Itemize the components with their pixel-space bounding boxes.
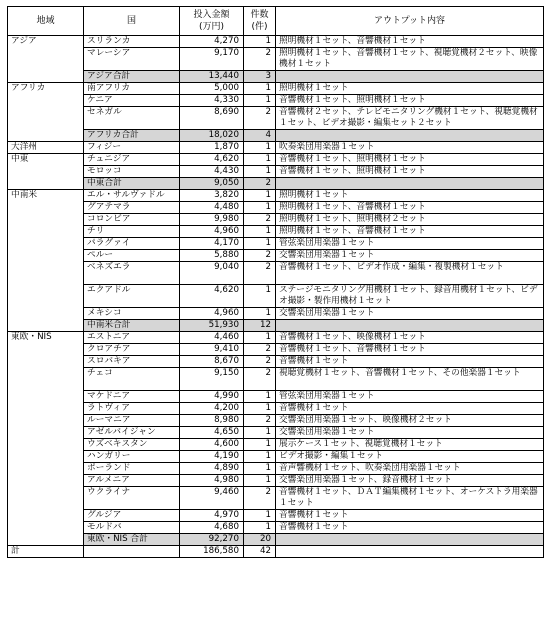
count-cell: 2 <box>244 368 276 391</box>
country-cell: ルーマニア <box>84 415 180 427</box>
table-row <box>8 238 544 250</box>
country-cell: アルメニア <box>84 475 180 487</box>
count-cell: 2 <box>244 214 276 226</box>
amount-cell: 8,690 <box>180 107 244 130</box>
content-cell: 交響楽団用楽器１セット <box>276 308 544 320</box>
table-row <box>8 36 544 48</box>
region-cell: 東欧・NIS <box>8 332 84 546</box>
count-cell: 2 <box>244 250 276 262</box>
content-cell: 照明機材１セット、音響機材１セット、視聴覚機材２セット、映像機材１セット <box>276 48 544 71</box>
subtotal-amount: 9,050 <box>180 178 244 190</box>
grand-total-row <box>8 546 544 558</box>
subtotal-label: アフリカ合計 <box>84 130 180 142</box>
count-cell: 2 <box>244 107 276 130</box>
subtotal-row <box>8 71 544 83</box>
region-cell: 大洋州 <box>8 142 84 154</box>
table-row <box>8 83 544 95</box>
amount-cell: 4,960 <box>180 226 244 238</box>
table-row <box>8 356 544 368</box>
table-row <box>8 154 544 166</box>
amount-cell: 4,980 <box>180 475 244 487</box>
count-cell: 1 <box>244 95 276 107</box>
country-cell: フィジー <box>84 142 180 154</box>
amount-cell: 4,890 <box>180 463 244 475</box>
region-cell: 中東 <box>8 154 84 190</box>
table-row <box>8 190 544 202</box>
table-row <box>8 522 544 534</box>
amount-cell: 4,620 <box>180 154 244 166</box>
content-cell: 照明機材１セット <box>276 190 544 202</box>
content-cell: 音響機材１セット、照明機材１セット <box>276 95 544 107</box>
table-row <box>8 166 544 178</box>
table-body <box>8 36 544 558</box>
country-cell: スリランカ <box>84 36 180 48</box>
table-row <box>8 250 544 262</box>
amount-cell: 4,190 <box>180 451 244 463</box>
content-cell: 音響機材１セット、照明機材１セット <box>276 154 544 166</box>
table-row <box>8 368 544 391</box>
subtotal-content <box>276 130 544 142</box>
country-cell: コロンビア <box>84 214 180 226</box>
count-cell: 1 <box>244 202 276 214</box>
table-row <box>8 332 544 344</box>
table-row <box>8 510 544 522</box>
header-region: 地域 <box>8 7 84 36</box>
content-cell: ステージモニタリング用機材１セット、録音用機材１セット、ビデオ撮影・製作用機材１セット <box>276 285 544 308</box>
content-cell: 照明機材１セット、音響機材１セット <box>276 36 544 48</box>
content-cell: 管弦楽団用楽器１セット <box>276 391 544 403</box>
country-cell: マレーシア <box>84 48 180 71</box>
content-cell: 照明機材１セット、音響機材１セット <box>276 202 544 214</box>
count-cell: 1 <box>244 391 276 403</box>
country-cell: グルジア <box>84 510 180 522</box>
count-cell: 1 <box>244 403 276 415</box>
amount-cell: 4,970 <box>180 510 244 522</box>
amount-cell: 9,410 <box>180 344 244 356</box>
table-row <box>8 262 544 285</box>
subtotal-amount: 18,020 <box>180 130 244 142</box>
amount-cell: 9,980 <box>180 214 244 226</box>
count-cell: 2 <box>244 48 276 71</box>
country-cell: セネガル <box>84 107 180 130</box>
region-cell: 中南米 <box>8 190 84 332</box>
grand-total-amount: 186,580 <box>180 546 244 558</box>
grand-total-content <box>276 546 544 558</box>
table-row <box>8 451 544 463</box>
amount-cell: 9,460 <box>180 487 244 510</box>
content-cell: 吹奏楽団用楽器１セット <box>276 142 544 154</box>
content-cell: 展示ケース１セット、視聴覚機材１セット <box>276 439 544 451</box>
subtotal-count: 3 <box>244 71 276 83</box>
table-row <box>8 463 544 475</box>
count-cell: 1 <box>244 285 276 308</box>
content-cell: 音響機材１セット <box>276 510 544 522</box>
amount-cell: 9,170 <box>180 48 244 71</box>
table-row <box>8 415 544 427</box>
subtotal-count: 4 <box>244 130 276 142</box>
table-row <box>8 475 544 487</box>
amount-cell: 4,620 <box>180 285 244 308</box>
table-row <box>8 142 544 154</box>
count-cell: 1 <box>244 439 276 451</box>
table-row <box>8 439 544 451</box>
table-row <box>8 107 544 130</box>
subtotal-label: アジア合計 <box>84 71 180 83</box>
country-cell: ウズベキスタン <box>84 439 180 451</box>
subtotal-label: 中東合計 <box>84 178 180 190</box>
count-cell: 1 <box>244 166 276 178</box>
table-row <box>8 214 544 226</box>
header-row <box>8 7 544 36</box>
subtotal-amount: 13,440 <box>180 71 244 83</box>
content-cell: ビデオ撮影・編集１セット <box>276 451 544 463</box>
table-row <box>8 427 544 439</box>
count-cell: 1 <box>244 463 276 475</box>
content-cell: 音響機材１セット、ビデオ作成・編集・複製機材１セット <box>276 262 544 285</box>
amount-cell: 3,820 <box>180 190 244 202</box>
table-row <box>8 226 544 238</box>
country-cell: ケニア <box>84 95 180 107</box>
country-cell: エクアドル <box>84 285 180 308</box>
subtotal-label: 中南米合計 <box>84 320 180 332</box>
amount-cell: 4,430 <box>180 166 244 178</box>
subtotal-content <box>276 534 544 546</box>
content-cell: 音響機材１セット、ＤＡＴ編集機材１セット、オーケストラ用楽器１セット <box>276 487 544 510</box>
country-cell: チリ <box>84 226 180 238</box>
amount-cell: 9,150 <box>180 368 244 391</box>
amount-cell: 1,870 <box>180 142 244 154</box>
count-cell: 1 <box>244 475 276 487</box>
content-cell: 音響機材１セット、音響機材１セット <box>276 344 544 356</box>
country-cell: グアテマラ <box>84 202 180 214</box>
grand-total-count: 42 <box>244 546 276 558</box>
subtotal-content <box>276 71 544 83</box>
country-cell: ウクライナ <box>84 487 180 510</box>
table-row <box>8 95 544 107</box>
region-cell: アフリカ <box>8 83 84 142</box>
amount-cell: 8,670 <box>180 356 244 368</box>
count-cell: 1 <box>244 36 276 48</box>
header-content: アウトプット内容 <box>276 7 544 36</box>
country-cell: マケドニア <box>84 391 180 403</box>
country-cell: エル・サルヴァドル <box>84 190 180 202</box>
amount-cell: 5,880 <box>180 250 244 262</box>
amount-cell: 4,680 <box>180 522 244 534</box>
header-count: 件数 (件) <box>244 7 276 36</box>
count-cell: 1 <box>244 510 276 522</box>
content-cell: 照明機材１セット、照明機材２セット <box>276 214 544 226</box>
header-country: 国 <box>84 7 180 36</box>
subtotal-count: 20 <box>244 534 276 546</box>
content-cell: 音響機材１セット、照明機材１セット <box>276 166 544 178</box>
count-cell: 2 <box>244 487 276 510</box>
subtotal-count: 12 <box>244 320 276 332</box>
count-cell: 1 <box>244 154 276 166</box>
grant-output-table <box>7 6 544 558</box>
content-cell: 交響楽団用楽器１セット、録音機材１セット <box>276 475 544 487</box>
amount-cell: 5,000 <box>180 83 244 95</box>
content-cell: 音声響機材１セット、吹奏楽団用楽器１セット <box>276 463 544 475</box>
content-cell: 音響機材１セット <box>276 522 544 534</box>
count-cell: 1 <box>244 332 276 344</box>
region-cell: アジア <box>8 36 84 83</box>
amount-cell: 4,460 <box>180 332 244 344</box>
content-cell: 音響機材２セット、テレビモニタリング機材１セット、視聴覚機材１セット、ビデオ撮影・編集セット２セット <box>276 107 544 130</box>
amount-cell: 4,600 <box>180 439 244 451</box>
subtotal-count: 2 <box>244 178 276 190</box>
content-cell: 音響機材１セット <box>276 403 544 415</box>
content-cell: 視聴覚機材１セット、音響機材１セット、その他楽器１セット <box>276 368 544 391</box>
amount-cell: 4,200 <box>180 403 244 415</box>
country-cell: ペルー <box>84 250 180 262</box>
subtotal-row <box>8 130 544 142</box>
country-cell: アゼルバイジャン <box>84 427 180 439</box>
content-cell: 音響機材１セット <box>276 356 544 368</box>
header-amount: 投入金額 (万円) <box>180 7 244 36</box>
count-cell: 1 <box>244 427 276 439</box>
content-cell: 音響機材１セット、映像機材１セット <box>276 332 544 344</box>
country-cell: チェコ <box>84 368 180 391</box>
country-cell: エストニア <box>84 332 180 344</box>
amount-cell: 4,480 <box>180 202 244 214</box>
table-row <box>8 285 544 308</box>
count-cell: 1 <box>244 308 276 320</box>
country-cell: パラグァイ <box>84 238 180 250</box>
amount-cell: 8,980 <box>180 415 244 427</box>
table-row <box>8 202 544 214</box>
grand-total-label: 計 <box>8 546 84 558</box>
amount-cell: 4,330 <box>180 95 244 107</box>
subtotal-row <box>8 534 544 546</box>
amount-cell: 4,170 <box>180 238 244 250</box>
grand-total-spacer <box>84 546 180 558</box>
count-cell: 1 <box>244 238 276 250</box>
amount-cell: 4,990 <box>180 391 244 403</box>
subtotal-label: 東欧・NIS 合計 <box>84 534 180 546</box>
count-cell: 2 <box>244 262 276 285</box>
table-row <box>8 391 544 403</box>
count-cell: 1 <box>244 226 276 238</box>
subtotal-content <box>276 178 544 190</box>
count-cell: 1 <box>244 522 276 534</box>
count-cell: 2 <box>244 344 276 356</box>
subtotal-content <box>276 320 544 332</box>
amount-cell: 9,040 <box>180 262 244 285</box>
subtotal-amount: 51,930 <box>180 320 244 332</box>
country-cell: 南アフリカ <box>84 83 180 95</box>
country-cell: クロアチア <box>84 344 180 356</box>
count-cell: 1 <box>244 451 276 463</box>
amount-cell: 4,270 <box>180 36 244 48</box>
country-cell: ベネズエラ <box>84 262 180 285</box>
country-cell: メキシコ <box>84 308 180 320</box>
table-row <box>8 48 544 71</box>
content-cell: 交響楽団用楽器１セット、映像機材２セット <box>276 415 544 427</box>
table-row <box>8 403 544 415</box>
country-cell: ラトヴィア <box>84 403 180 415</box>
count-cell: 2 <box>244 415 276 427</box>
count-cell: 1 <box>244 142 276 154</box>
country-cell: ハンガリー <box>84 451 180 463</box>
table-row <box>8 344 544 356</box>
subtotal-row <box>8 320 544 332</box>
amount-cell: 4,650 <box>180 427 244 439</box>
content-cell: 照明機材１セット <box>276 83 544 95</box>
country-cell: チュニジア <box>84 154 180 166</box>
country-cell: ポーランド <box>84 463 180 475</box>
count-cell: 1 <box>244 190 276 202</box>
count-cell: 2 <box>244 356 276 368</box>
count-cell: 1 <box>244 83 276 95</box>
table-row <box>8 487 544 510</box>
subtotal-amount: 92,270 <box>180 534 244 546</box>
content-cell: 管弦楽団用楽器１セット <box>276 238 544 250</box>
content-cell: 交響楽団用楽器１セット <box>276 250 544 262</box>
amount-cell: 4,960 <box>180 308 244 320</box>
subtotal-row <box>8 178 544 190</box>
country-cell: モロッコ <box>84 166 180 178</box>
country-cell: モルドバ <box>84 522 180 534</box>
content-cell: 交響楽団用楽器１セット <box>276 427 544 439</box>
table-row <box>8 308 544 320</box>
country-cell: スロバキア <box>84 356 180 368</box>
content-cell: 照明機材１セット、音響機材１セット <box>276 226 544 238</box>
